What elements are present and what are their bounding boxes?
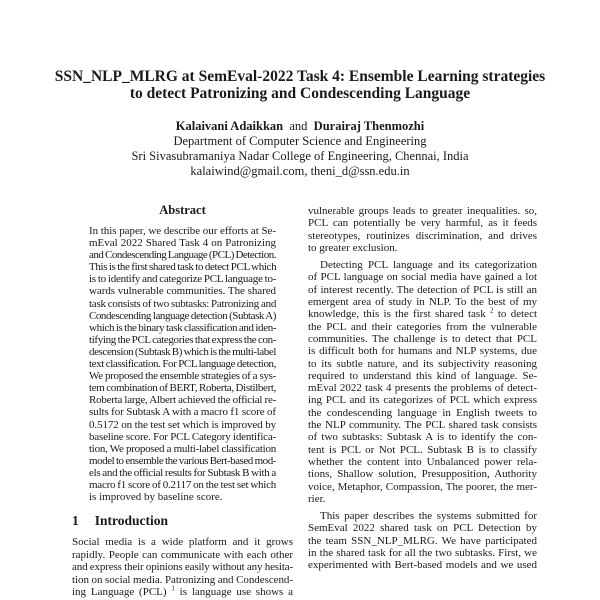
author-name: Durairaj Thenmozhi [313,119,425,133]
text-line: is to identify and categorize PCL language to- [89,273,277,286]
text-line: tion on social media. Patronizing and Condescend- [72,573,293,586]
text-line: to greater exclusion. [308,241,398,254]
text-line: Roberta large, Albert achieved the official re- [89,394,276,407]
footnote-marker: 1 [171,584,175,593]
text-line: SemEval 2022 shared task on PCL Detection by [308,522,537,535]
text-line: Social media is a wide platform and it grows [72,536,293,548]
department: Department of Computer Science and Engineering [173,134,427,148]
text-line: experimented with Bert-based models and we used [308,559,537,572]
text-line: wards vulnerable communities. The shared [89,285,276,298]
text-line: Detecting PCL language and its categorization [320,259,537,272]
introduction-right-column [308,205,537,572]
text-line [72,586,293,599]
footnote-marker: 2 [490,306,494,315]
text-line: to its subtle nature, and its subjectivity reasoning [308,357,537,370]
text-line: tifying the PCL categories that express the con- [89,333,277,346]
institution: Sri Sivasubramaniya Nadar College of Engineering, Chennai, India [131,149,469,163]
text-line: mEval 2022 task 4 presents the problems of detect- [308,382,537,395]
text-line: rapidly. People can communicate with each other [72,548,293,561]
text-span: knowledge, this is the first shared task [308,308,486,321]
text-line: descension (Subtask B) which is the multi-label [89,345,276,358]
text-line: vulnerable groups leads to greater inequalities. so, [308,205,537,217]
text-line: is improved by baseline score. [89,491,223,504]
text-line: the condescending language in English tweets to [308,406,537,419]
text-line: els and the official results for Subtask B with a [89,466,276,479]
author-name: Kalaivani Adaikkan [175,119,284,133]
text-line: required to understand this kind of language. Se- [308,369,537,382]
text-line: mEval 2022 Shared Task 4 on Patronizing [89,237,276,250]
text-line: whether the content into Unbalanced power rela- [308,455,537,468]
text-line: tions, Shallow solution, Presupposition, Authority [308,468,537,481]
text-line: We proposed the ensemble strategies of a sys- [89,370,276,383]
text-line: and express their opinions easily without any hesita- [72,561,293,574]
text-line: 0.5172 on the test set which is improved by [89,418,276,431]
authors [0,119,600,134]
section-number: 1 [72,513,79,528]
emails: kalaiwind@gmail.com, theni_d@ssn.edu.in [190,164,410,178]
abstract-body [89,225,276,503]
author-block [0,119,600,179]
text-line: stereotypes, routinizes discrimination, and drives [308,229,537,242]
text-line: the NLP community. The PCL shared task consists [308,419,537,432]
text-line: baseline score. For PCL Category identifica- [89,430,276,443]
text-line: macro f1 score of 0.2117 on the test set which [89,478,276,491]
section-title: Introduction [94,513,169,528]
text-line: task consists of two subtasks: Patronizing and [89,297,277,310]
text-line: Condescending language detection (Subtask A) [89,309,276,322]
text-line: is difficult both for humans and NLP systems, due [308,345,537,358]
text-line: tion, We proposed a multi-label classification [89,442,276,455]
text-line: of two subtasks: Subtask A is to identify the con- [308,431,537,444]
text-span: to detect [497,308,538,321]
section-heading-introduction [72,513,184,529]
text-line: communities. The challenge is to detect that PCL [308,332,537,345]
text-line: voice, Metaphor, Compassion, The poorer, the mer- [308,480,537,493]
author-conjunction: and [289,119,308,133]
abstract-heading: Abstract [159,203,206,217]
text-span: is language use shows a [179,586,293,599]
text-span: ing Language (PCL) [72,586,167,599]
text-line [308,308,537,320]
text-line: model to ensemble the various Bert-based mod- [89,454,276,467]
text-line: ing PCL and its categorizes of PCL which express [308,394,537,407]
paper-title [0,68,600,102]
text-line: the team SSN_NLP_MLRG. We have participated [308,534,537,547]
text-line: sults for Subtask A with a macro f1 score of [89,406,276,419]
text-line: In this paper, we describe our efforts at Se- [89,225,276,237]
text-line: text classification. For PCL language detection, [89,358,276,371]
text-line: This is the first shared task to detect PCL which [89,261,277,274]
text-line: and Condescending Language (PCL) Detection. [89,249,276,262]
introduction-left-column [72,536,293,599]
text-line: of interest recently. The detection of PCL is still an [308,283,537,296]
text-line: which is the binary task classification and iden- [89,321,277,334]
title-line: to detect Patronizing and Condescending Language [129,85,471,102]
text-line: tem combination of BERT, Roberta, Distilbert, [89,382,276,395]
text-line: the PCL and their categories from the vulnerable [308,320,537,333]
title-line: SSN_NLP_MLRG at SemEval-2022 Task 4: Ensemble Learning strategies [54,68,546,85]
text-line: emergent area of study in NLP. To the best of my [308,296,537,309]
text-line: tent is PCL or Not PCL. Subtask B is to classify [308,443,537,456]
text-line: PCL can potentially be very harmful, as it feeds [308,217,537,230]
text-line: in the shared task for all the two subtasks. First, we [308,547,537,560]
text-line: This paper describes the systems submitted for [320,510,537,523]
text-line: rier. [308,492,326,505]
text-line: of PCL language on social media have gained a lot [308,271,537,284]
